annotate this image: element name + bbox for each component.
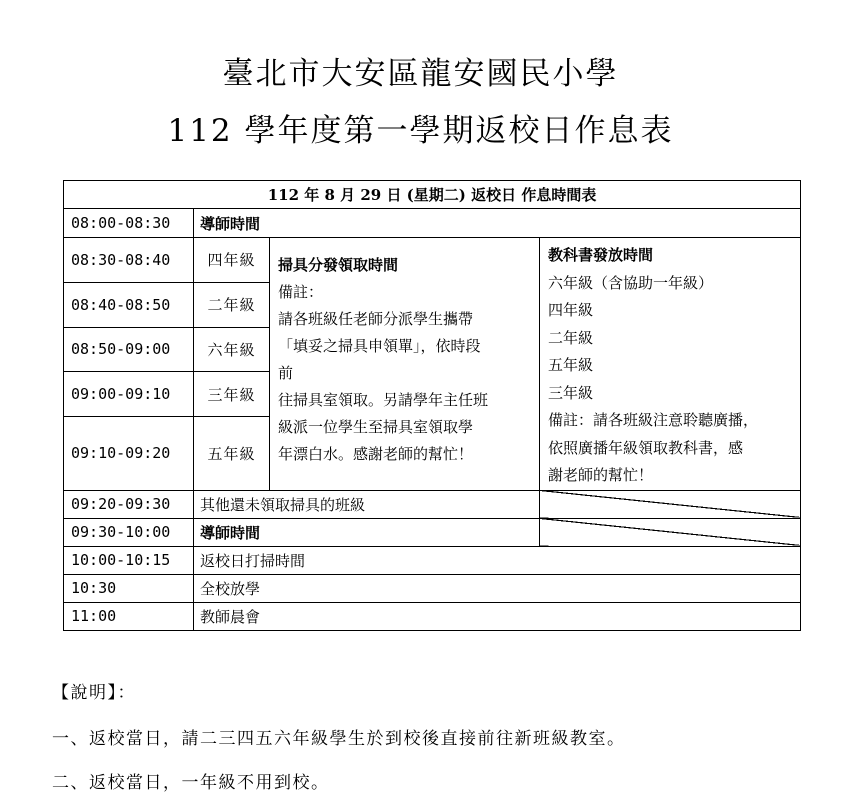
textbook-line: 二年級 (548, 328, 594, 347)
time-cell: 11:00 (64, 602, 194, 630)
table-row (64, 602, 801, 630)
table-row (64, 238, 801, 283)
activity-cell: 教師晨會 (194, 602, 801, 630)
textbook-cell (540, 238, 801, 491)
time-cell: 09:30-10:00 (64, 518, 194, 546)
grade-cell: 五年級 (194, 417, 270, 490)
notes-title: 【說明】： (52, 683, 136, 703)
table-row (64, 518, 801, 546)
table-row (64, 490, 801, 518)
time-cell: 09:20-09:30 (64, 490, 194, 518)
activity-cell: 全校放學 (194, 574, 801, 602)
time-cell: 08:50-09:00 (64, 327, 194, 372)
time-cell: 08:40-08:50 (64, 282, 194, 327)
cleaning-note-line: 前 (278, 364, 294, 382)
textbook-line: 謝老師的幫忙！ (548, 466, 654, 484)
table-row (64, 574, 801, 602)
cleaning-tools-cell (270, 238, 540, 491)
textbook-line: 六年級（含協助一年級） (548, 273, 714, 292)
textbook-heading: 教科書發放時間 (548, 246, 654, 264)
time-cell: 09:10-09:20 (64, 417, 194, 490)
activity-cell: 其他還未領取掃具的班級 (194, 490, 540, 518)
cleaning-note-line: 「填妥之掃具申領單」，依時段 (278, 337, 481, 355)
table-caption: 112 年 8 月 29 日 (星期二) 返校日 作息時間表 (64, 181, 801, 209)
table-row (64, 209, 801, 238)
note-item: 一、返校當日，請二三四五六年級學生於到校後直接前往新班級教室。 (52, 729, 626, 749)
time-cell: 09:00-09:10 (64, 372, 194, 417)
time-cell: 10:00-10:15 (64, 546, 194, 574)
cleaning-note-line: 級派一位學生至掃具室領取學 (278, 418, 474, 436)
note-item: 二、返校當日，一年級不用到校。 (52, 773, 330, 793)
cleaning-note-line: 備註： (278, 283, 324, 301)
grade-cell: 四年級 (194, 238, 270, 283)
schedule-table (63, 180, 801, 631)
table-row (64, 546, 801, 574)
document-subtitle: 112 學年度第一學期返校日作息表 (167, 113, 674, 149)
textbook-line: 四年級 (548, 301, 594, 319)
grade-cell: 二年級 (194, 282, 270, 327)
time-cell: 10:30 (64, 574, 194, 602)
textbook-line: 五年級 (548, 356, 594, 374)
school-title: 臺北市大安區龍安國民小學 (222, 56, 619, 92)
grade-cell: 三年級 (194, 372, 270, 417)
empty-slashed-cell (540, 490, 801, 518)
cleaning-heading: 掃具分發領取時間 (278, 256, 399, 274)
activity-cell: 返校日打掃時間 (194, 546, 801, 574)
cleaning-note-line: 年漂白水。感謝老師的幫忙！ (278, 445, 474, 463)
grade-cell: 六年級 (194, 327, 270, 372)
activity-cell: 導師時間 (194, 518, 540, 546)
cleaning-note-line: 往掃具室領取。另請學年主任班 (278, 391, 489, 409)
activity-cell: 導師時間 (194, 209, 801, 238)
textbook-line: 依照廣播年級領取教科書，感 (548, 438, 744, 457)
textbook-line: 三年級 (548, 383, 594, 402)
time-cell: 08:30-08:40 (64, 238, 194, 283)
empty-slashed-cell (540, 518, 801, 546)
time-cell: 08:00-08:30 (64, 209, 194, 238)
cleaning-note-line: 請各班級任老師分派學生攜帶 (278, 310, 474, 328)
textbook-line: 備註：請各班級注意聆聽廣播， (548, 411, 759, 429)
